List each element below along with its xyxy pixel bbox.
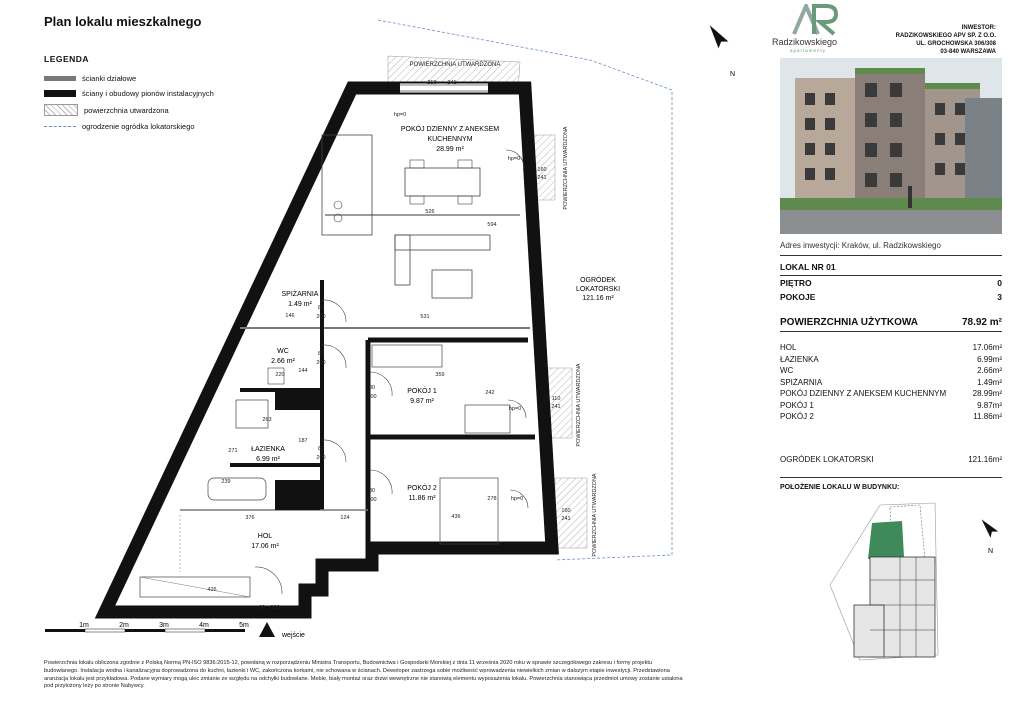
area-row-label: POKÓJ DZIENNY Z ANEKSEM KUCHENNYM bbox=[780, 389, 947, 398]
area-row-label: HOL bbox=[780, 343, 797, 352]
room-label-room1: POKÓJ 1 bbox=[407, 388, 437, 395]
dimension: 80 bbox=[317, 446, 325, 452]
floor-value: 0 bbox=[997, 278, 1002, 288]
brand-sub: apartamenty bbox=[790, 48, 827, 53]
dimension: 124 bbox=[340, 515, 350, 521]
dimension: 436 bbox=[451, 514, 461, 520]
dimension: hp=0 bbox=[510, 496, 524, 502]
usable-area-label: POWIERZCHNIA UŻYTKOWA bbox=[780, 317, 918, 328]
north-label-small: N bbox=[988, 548, 994, 555]
area-row-value: 17.06m² bbox=[972, 343, 1002, 352]
divider bbox=[780, 255, 1002, 256]
area-row-label: POKÓJ 2 bbox=[780, 412, 814, 421]
rooms-label: POKOJE bbox=[780, 292, 816, 302]
garden-label: OGRÓDEK bbox=[580, 277, 616, 284]
garden-area: 121.16 m² bbox=[582, 295, 614, 302]
dimension: 110 bbox=[551, 396, 561, 402]
room-area-pantry: 1.49 m² bbox=[288, 301, 312, 308]
entrance-arrow bbox=[259, 622, 275, 637]
dimension: 200 bbox=[367, 394, 377, 400]
legend-label: ścianki działowe bbox=[82, 74, 137, 83]
area-row-value: 11.86m² bbox=[973, 412, 1002, 421]
dimension: 144 bbox=[298, 368, 308, 374]
area-row bbox=[780, 366, 1002, 375]
dimension: hp=0 bbox=[507, 156, 521, 162]
room-area-wc: 2.66 m² bbox=[271, 358, 295, 365]
investor-line1: RADZIKOWSKIEGO APV SP. Z O.O. bbox=[895, 33, 996, 40]
room-label-bath: ŁAZIENKA bbox=[251, 446, 285, 453]
dimension: 200 bbox=[367, 497, 377, 503]
garden-label: OGRÓDEK LOKATORSKI bbox=[780, 455, 874, 464]
dimension: 200 bbox=[316, 360, 326, 366]
area-row bbox=[780, 355, 1002, 364]
brand-logo-icon bbox=[790, 4, 840, 36]
dimension: 160 bbox=[561, 508, 571, 514]
usable-area-value: 78.92 m² bbox=[961, 317, 1002, 328]
legend-label: ściany i obudowy pionów instalacyjnych bbox=[82, 89, 214, 98]
dimension: 359 bbox=[435, 372, 445, 378]
area-row-label: POKÓJ 1 bbox=[780, 400, 814, 410]
dimension: 241 bbox=[447, 80, 457, 86]
installation-shaft bbox=[275, 480, 320, 510]
paved-label: POWIERZCHNIA UTWARDZONA bbox=[592, 473, 598, 557]
dimension: 376 bbox=[245, 515, 255, 521]
bed bbox=[440, 478, 498, 544]
area-row bbox=[780, 412, 1002, 421]
area-row-value: 2.66m² bbox=[977, 366, 1002, 375]
dimension: 531 bbox=[420, 314, 430, 320]
room-area-room1: 9.87 m² bbox=[410, 398, 434, 405]
dimension: 160 bbox=[537, 167, 547, 173]
area-row bbox=[780, 401, 1002, 410]
dimension: 80 bbox=[317, 351, 325, 357]
room-label-pantry: SPIŻARNIA bbox=[281, 291, 319, 298]
dining-table bbox=[405, 168, 480, 196]
area-row bbox=[780, 378, 1002, 387]
area-row-value: 9.87m² bbox=[977, 400, 1002, 410]
scale-tick: 4m bbox=[199, 622, 209, 629]
outer-wall bbox=[105, 88, 552, 612]
room-area-room2: 11.86 m² bbox=[408, 495, 436, 502]
rooms-value: 3 bbox=[997, 292, 1002, 302]
room-area-bath: 6.99 m² bbox=[256, 456, 280, 463]
floor-row bbox=[780, 278, 1002, 288]
legend-label: powierzchnia utwardzona bbox=[84, 105, 169, 115]
lokal-label: LOKAL NR 01 bbox=[780, 262, 836, 272]
disclaimer-note: Powierzchnia lokalu obliczona zgodnie z Polską Normą PN-ISO 9836:2015-12, powołaną w rozporządzeniu Ministra Transportu, Budownictwa i Gospodarki Morskiej z dnia 11 września 2020 roku w sprawie szczegółowego zakresu i formy projektu budowlanego. Instalacja wodna i kanalizacyjna doprowadzona do kuchni, łazienki i WC, zakończona korkami, nie schowana w ścianach. Deweloper zastrzega sobie możliwość wprowadzenia niewielkich zmian w dalszym etapie inwestycji. Przedstawiona aranżacja lokalu jest przykładowa. Podane wymiary mogą ulec zmianie ze względu na odchyłki budowlane. Meble, biały montaż oraz drzwi wewnętrzne nie stanowią elementu wyposażenia lokalu. Powierzchnia stanowiąca przedmiot umowy zostanie ustalona pod przyłożony leży po stronie Nabywcy. bbox=[44, 660, 683, 690]
dimension: 187 bbox=[298, 438, 308, 444]
dimension: 239 bbox=[221, 479, 231, 485]
paved-label: POWIERZCHNIA UTWARDZONA bbox=[563, 126, 569, 210]
scale-tick: 1m bbox=[79, 622, 89, 629]
investor-line3: 03-840 WARSZAWA bbox=[940, 49, 996, 56]
dimension: 200 bbox=[270, 605, 280, 611]
divider bbox=[780, 331, 1002, 332]
dimension: 200 bbox=[316, 455, 326, 461]
divider bbox=[780, 477, 1002, 478]
bathtub bbox=[208, 478, 266, 500]
scale-tick: 5m bbox=[239, 622, 249, 629]
dimension: 200 bbox=[316, 314, 326, 320]
dimension: 263 bbox=[262, 417, 272, 423]
north-label: N bbox=[730, 71, 736, 78]
legend-label: ogrodzenie ogródka lokatorskiego bbox=[82, 122, 195, 131]
room-label-wc: WC bbox=[277, 348, 289, 355]
brand-name: Radzikowskiego bbox=[772, 37, 838, 47]
area-row-label: WC bbox=[780, 366, 794, 375]
installation-shaft bbox=[275, 390, 320, 410]
investor-block bbox=[896, 24, 996, 56]
dimension: 80 bbox=[368, 488, 376, 494]
dimension: 594 bbox=[487, 222, 497, 228]
dimension: 241 bbox=[561, 516, 571, 522]
garden-value: 121.16m² bbox=[968, 455, 1002, 464]
dimension: 80 bbox=[368, 385, 376, 391]
area-row-value: 1.49m² bbox=[977, 377, 1002, 387]
area-row-value: 28.99m² bbox=[972, 389, 1002, 398]
dimension: 242 bbox=[485, 390, 495, 396]
dimension: 278 bbox=[487, 496, 497, 502]
area-row-value: 6.99m² bbox=[977, 354, 1002, 364]
location-label: POŁOŻENIE LOKALU W BUDYNKU: bbox=[780, 484, 900, 491]
desk bbox=[465, 405, 510, 433]
dimension: 271 bbox=[228, 448, 238, 454]
room-label-living-2: KUCHENNYM bbox=[427, 136, 473, 143]
coffee-table bbox=[432, 270, 472, 298]
legend-heading: LEGENDA bbox=[44, 54, 90, 64]
page-title: Plan lokalu mieszkalnego bbox=[44, 14, 202, 29]
dimension: 241 bbox=[551, 404, 561, 410]
scale-tick: 2m bbox=[119, 622, 129, 629]
entrance-label: wejście bbox=[282, 632, 305, 639]
dimension: 241 bbox=[537, 175, 547, 181]
shower bbox=[236, 400, 268, 428]
dimension: 90 bbox=[258, 605, 266, 611]
sofa bbox=[395, 235, 490, 250]
area-row bbox=[780, 343, 1002, 352]
area-row-label: ŁAZIENKA bbox=[780, 354, 819, 364]
room-label-living: POKÓJ DZIENNY Z ANEKSEM bbox=[400, 126, 500, 133]
dimension: 80 bbox=[317, 305, 325, 311]
scale-tick: 3m bbox=[159, 622, 169, 629]
building-location-map bbox=[820, 495, 1010, 670]
lokal-row bbox=[780, 262, 1002, 272]
investor-line2: UL. GROCHOWSKA 306/308 bbox=[916, 41, 996, 48]
dimension: hp=0 bbox=[508, 406, 522, 412]
investor-label: INWESTOR: bbox=[961, 25, 996, 31]
paved-label: POWIERZCHNIA UTWARDZONA bbox=[576, 363, 582, 447]
unit-highlight bbox=[868, 521, 904, 559]
garden-label-2: LOKATORSKI bbox=[575, 286, 621, 293]
paved-area-right-3 bbox=[555, 478, 587, 548]
usable-area-row bbox=[780, 317, 1002, 328]
dimension: hp=0 bbox=[393, 112, 407, 118]
divider bbox=[780, 275, 1002, 276]
scale-bar bbox=[45, 622, 249, 632]
room-label-hall: HOL bbox=[257, 533, 273, 540]
area-row bbox=[780, 389, 1002, 398]
north-arrow bbox=[705, 22, 729, 49]
dimension: 426 bbox=[207, 587, 217, 593]
rooms-row bbox=[780, 292, 1002, 302]
dimension: 146 bbox=[285, 313, 295, 319]
floor-label: PIĘTRO bbox=[780, 278, 812, 288]
garden-row bbox=[780, 455, 1002, 464]
dimension: 220 bbox=[275, 372, 285, 378]
paved-label: POWIERZCHNIA UTWARDZONA bbox=[409, 62, 501, 68]
room-label-room2: POKÓJ 2 bbox=[407, 485, 437, 492]
dimension: 250 bbox=[427, 80, 437, 86]
dimension: 526 bbox=[425, 209, 435, 215]
room-area-living: 28.99 m² bbox=[436, 146, 464, 153]
area-row-label: SPIŻARNIA bbox=[780, 377, 823, 387]
room-area-hall: 17.06 m² bbox=[251, 543, 279, 550]
building-render-image bbox=[780, 58, 1002, 234]
investment-address: Adres inwestycji: Kraków, ul. Radzikowskiego bbox=[780, 241, 941, 250]
